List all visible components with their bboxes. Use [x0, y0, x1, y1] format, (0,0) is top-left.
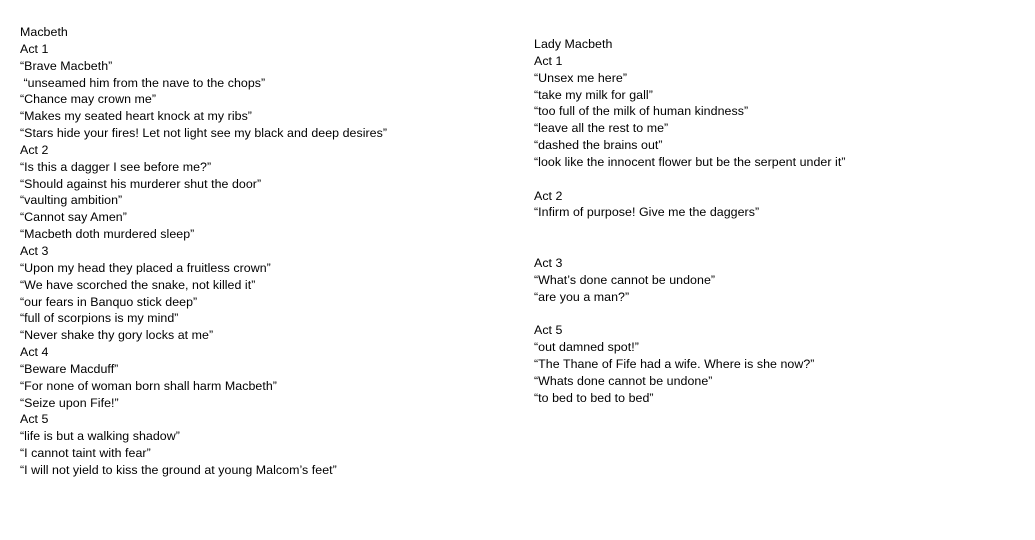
macbeth-line: “For none of woman born shall harm Macbeth”	[20, 378, 277, 393]
spacer	[534, 171, 1014, 188]
lady-macbeth-line: “look like the innocent flower but be the serpent under it”	[534, 154, 846, 169]
macbeth-line: Act 4	[20, 345, 49, 360]
lady-macbeth-line: “Infirm of purpose! Give me the daggers”	[534, 205, 760, 220]
lady-macbeth-column	[534, 36, 1014, 407]
macbeth-line: “Cannot say Amen”	[20, 210, 127, 225]
macbeth-line: “full of scorpions is my mind”	[20, 311, 179, 326]
macbeth-line: “Chance may crown me”	[20, 92, 157, 107]
macbeth-line: Act 1	[20, 41, 49, 56]
macbeth-line: “Is this a dagger I see before me?”	[20, 159, 212, 174]
act-heading: Act 3	[534, 255, 563, 270]
lady-macbeth-title: Lady Macbeth	[534, 37, 613, 51]
macbeth-line: “Upon my head they placed a fruitless crown”	[20, 260, 271, 275]
macbeth-line: “life is but a walking shadow”	[20, 429, 180, 444]
lady-macbeth-line: “to bed to bed to bed”	[534, 390, 654, 405]
macbeth-line: “Seize upon Fife!”	[20, 395, 119, 410]
macbeth-line: “I cannot taint with fear”	[20, 446, 151, 461]
macbeth-line: “Never shake thy gory locks at me”	[20, 328, 214, 343]
macbeth-line: “unseamed him from the nave to the chops”	[20, 75, 266, 90]
macbeth-line: “Stars hide your fires! Let not light see my black and deep desires”	[20, 126, 388, 141]
lady-macbeth-line: “leave all the rest to me”	[534, 121, 669, 136]
lady-macbeth-line: “Unsex me here”	[534, 70, 628, 85]
spacer	[534, 306, 1014, 323]
macbeth-line: “Should against his murderer shut the door”	[20, 176, 262, 191]
macbeth-line: “Brave Macbeth”	[20, 58, 113, 73]
lady-macbeth-line: “dashed the brains out”	[534, 138, 663, 153]
act-heading: Act 2	[534, 188, 563, 203]
macbeth-line: “Makes my seated heart knock at my ribs”	[20, 109, 252, 124]
spacer	[534, 238, 1014, 255]
lady-macbeth-line: “too full of the milk of human kindness”	[534, 104, 749, 119]
act-heading: Act 5	[534, 323, 563, 338]
lady-macbeth-line: “out damned spot!”	[534, 340, 639, 355]
lady-macbeth-line: “Whats done cannot be undone”	[534, 373, 713, 388]
lady-macbeth-line: “take my milk for gall”	[534, 87, 653, 102]
macbeth-line: Act 3	[20, 243, 49, 258]
macbeth-line: “Macbeth doth murdered sleep”	[20, 227, 195, 242]
macbeth-line: Act 5	[20, 412, 49, 427]
macbeth-column	[20, 24, 500, 479]
macbeth-line: “Beware Macduff”	[20, 361, 119, 376]
macbeth-line: “I will not yield to kiss the ground at young Malcom’s feet”	[20, 462, 337, 477]
macbeth-line: Act 2	[20, 142, 49, 157]
spacer	[534, 221, 1014, 238]
act-heading: Act 1	[534, 53, 563, 68]
lady-macbeth-line: “The Thane of Fife had a wife. Where is she now?”	[534, 357, 815, 372]
lady-macbeth-line: “are you a man?”	[534, 289, 630, 304]
macbeth-title: Macbeth	[20, 25, 68, 39]
macbeth-line: “our fears in Banquo stick deep”	[20, 294, 198, 309]
lady-macbeth-line: “What’s done cannot be undone”	[534, 272, 716, 287]
macbeth-line: “vaulting ambition”	[20, 193, 123, 208]
macbeth-line: “We have scorched the snake, not killed it”	[20, 277, 256, 292]
